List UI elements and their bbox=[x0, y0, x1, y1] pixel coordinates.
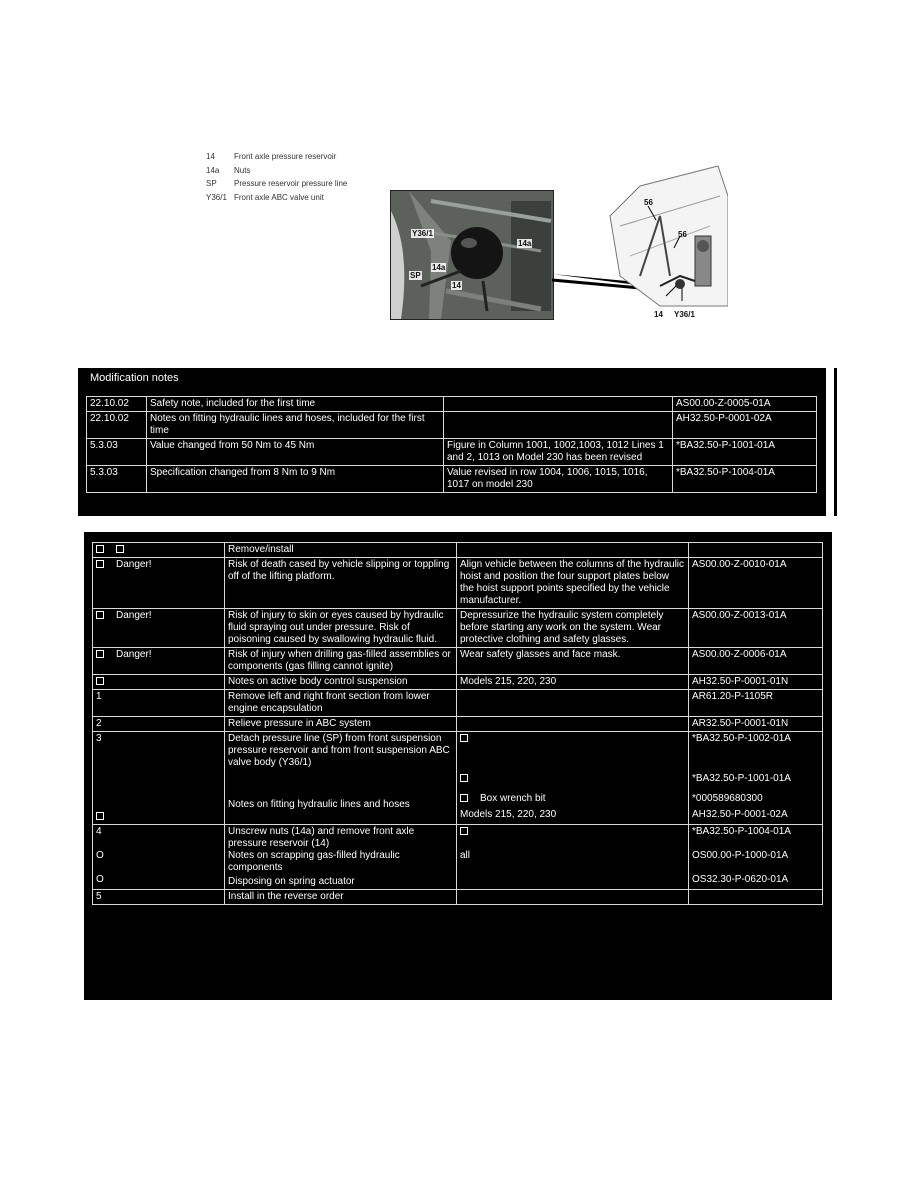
callout-sp: SP bbox=[410, 271, 421, 280]
panel-edge bbox=[834, 368, 837, 516]
table-row bbox=[93, 543, 823, 558]
operation-symbol: O bbox=[96, 850, 104, 861]
mod-reference: AH32.50-P-0001-02A bbox=[673, 412, 817, 439]
mod-description: Value changed from 50 Nm to 45 Nm bbox=[147, 439, 444, 466]
safety-action: Depressurize the hydraulic system completely before starting any work on the system. Wear protective clothing and safety glasses. bbox=[457, 609, 689, 648]
mod-description: Specification changed from 8 Nm to 9 Nm bbox=[147, 466, 444, 493]
diagram-label-56: 56 bbox=[678, 230, 687, 239]
mod-detail: Figure in Column 1001, 1002,1003, 1012 Lines 1 and 2, 1013 on Model 230 has been revised bbox=[444, 439, 673, 466]
callout-14a: 14a bbox=[518, 239, 532, 248]
mod-detail: Value revised in row 1004, 1006, 1015, 1016, 1017 on model 230 bbox=[444, 466, 673, 493]
step-reference: AR32.50-P-0001-01N bbox=[689, 717, 823, 732]
table-row bbox=[93, 609, 823, 648]
operation-reference: OS00.00-P-1000-01A bbox=[692, 850, 789, 861]
modification-notes-table bbox=[86, 396, 817, 493]
step-reference: *BA32.50-P-1002-01A bbox=[692, 733, 791, 744]
torque-icon bbox=[460, 734, 468, 742]
note-icon bbox=[96, 812, 104, 820]
warning-icon bbox=[96, 611, 104, 619]
operation-text: Disposing on spring actuator bbox=[228, 876, 355, 887]
mod-date: 22.10.02 bbox=[87, 397, 147, 412]
diagram-label-y36-1: Y36/1 bbox=[674, 310, 695, 319]
note-text: Notes on fitting hydraulic lines and hoses bbox=[228, 799, 410, 810]
callout-14: 14 bbox=[452, 281, 461, 290]
torque-icon bbox=[460, 827, 468, 835]
legend-code: Y36/1 bbox=[206, 192, 227, 202]
table-row bbox=[87, 439, 817, 466]
torque-icon bbox=[460, 774, 468, 782]
callout-14a: 14a bbox=[432, 263, 446, 272]
risk-label: Risk of injury bbox=[228, 649, 286, 660]
step-number: 5 bbox=[93, 890, 225, 905]
safety-reference: AS00.00-Z-0006-01A bbox=[689, 648, 823, 675]
warning-icon bbox=[96, 560, 104, 568]
table-row bbox=[93, 890, 823, 905]
table-row bbox=[93, 690, 823, 717]
danger-label: Danger! bbox=[116, 610, 152, 621]
header-icons bbox=[93, 543, 225, 558]
risk-cause: caused by swallowing hydraulic fluid. bbox=[273, 634, 438, 645]
table-row bbox=[93, 558, 823, 609]
step-number-text: 3 bbox=[96, 733, 102, 744]
legend-row bbox=[206, 177, 347, 191]
legend-code: 14a bbox=[206, 165, 220, 175]
note-reference: AH32.50-P-0001-01N bbox=[689, 675, 823, 690]
step-text: Install in the reverse order bbox=[225, 890, 457, 905]
table-row bbox=[93, 648, 823, 675]
mod-date: 5.3.03 bbox=[87, 439, 147, 466]
step-reference: AR61.20-P-1105R bbox=[689, 690, 823, 717]
safety-action: Align vehicle between the columns of the hydraulic hoist and position the four support plates below the hoist support points specified by the vehicle manufacturer. bbox=[457, 558, 689, 609]
safety-reference: AS00.00-Z-0013-01A bbox=[689, 609, 823, 648]
header-title: Remove/install bbox=[225, 543, 457, 558]
safety-reference: AS00.00-Z-0010-01A bbox=[689, 558, 823, 609]
note-models: Models 215, 220, 230 bbox=[457, 675, 689, 690]
mod-description: Safety note, included for the first time bbox=[147, 397, 444, 412]
procedure-table bbox=[92, 542, 823, 905]
step-text: Unscrew nuts (14a) and remove front axle pressure reservoir (14) bbox=[228, 826, 415, 849]
step-number: 2 bbox=[93, 717, 225, 732]
operation-text: Notes on scrapping gas-filled hydraulic components bbox=[228, 850, 400, 873]
table-row bbox=[87, 397, 817, 412]
step-number: 1 bbox=[93, 690, 225, 717]
mod-detail bbox=[444, 397, 673, 412]
step-number bbox=[93, 732, 225, 825]
table-row bbox=[93, 732, 823, 825]
note-models: Models 215, 220, 230 bbox=[460, 809, 557, 820]
warning-icon bbox=[96, 650, 104, 658]
legend-text: Front axle ABC valve unit bbox=[234, 192, 324, 202]
vehicle-front-illustration bbox=[600, 156, 728, 317]
operation-symbol: O bbox=[96, 874, 104, 885]
legend-row bbox=[206, 164, 347, 178]
tool-reference: *000589680300 bbox=[692, 793, 763, 804]
legend-code: 14 bbox=[206, 152, 215, 161]
legend-row bbox=[206, 191, 347, 205]
component-figure bbox=[390, 156, 728, 317]
step-reference: *BA32.50-P-1004-01A bbox=[692, 826, 791, 837]
tool-icon bbox=[460, 794, 468, 802]
safety-action: Wear safety glasses and face mask. bbox=[457, 648, 689, 675]
table-row bbox=[93, 675, 823, 690]
mod-detail bbox=[444, 412, 673, 439]
legend-text: Nuts bbox=[234, 165, 251, 175]
step-text: Detach pressure line (SP) from front suspension pressure reservoir and from front suspension ABC valve body (Y36/1) bbox=[228, 733, 450, 768]
mod-reference: *BA32.50-P-1001-01A bbox=[673, 439, 817, 466]
note-reference: AH32.50-P-0001-02A bbox=[692, 809, 788, 820]
table-row bbox=[93, 825, 823, 890]
table-row bbox=[87, 412, 817, 439]
note-text: Notes on active body control suspension bbox=[225, 675, 457, 690]
operation-reference: OS32.30-P-0620-01A bbox=[692, 874, 789, 885]
vehicle-front-diagram bbox=[600, 156, 728, 317]
mod-reference: AS00.00-Z-0005-01A bbox=[673, 397, 817, 412]
legend-code: SP bbox=[206, 179, 217, 188]
callout-y36-1: Y36/1 bbox=[412, 229, 433, 238]
risk-label: Risk of poisoning bbox=[228, 622, 410, 645]
risk-cause: cased by vehicle slipping or toppling off of the lifting platform. bbox=[228, 559, 450, 582]
risk-label: Risk of death bbox=[228, 559, 287, 570]
legend-text: Pressure reservoir pressure line bbox=[234, 179, 348, 188]
mod-reference: *BA32.50-P-1004-01A bbox=[673, 466, 817, 493]
mod-date: 22.10.02 bbox=[87, 412, 147, 439]
risk-label: Risk of injury bbox=[228, 610, 286, 621]
tool-icon bbox=[116, 545, 124, 553]
figure-legend bbox=[206, 150, 347, 204]
note-icon bbox=[96, 545, 104, 553]
legend-row bbox=[206, 150, 347, 164]
table-row bbox=[93, 717, 823, 732]
modification-notes-title: Modification notes bbox=[90, 372, 179, 384]
note-icon bbox=[96, 677, 104, 685]
danger-label: Danger! bbox=[116, 559, 152, 570]
mod-date: 5.3.03 bbox=[87, 466, 147, 493]
legend-text: Front axle pressure reservoir bbox=[234, 152, 337, 161]
procedure-panel bbox=[84, 532, 832, 1000]
danger-label: Danger! bbox=[116, 649, 152, 660]
step-number: 4 bbox=[96, 826, 102, 837]
diagram-label-14: 14 bbox=[654, 310, 663, 319]
mod-description: Notes on fitting hydraulic lines and hoses, included for the first time bbox=[147, 412, 444, 439]
risk-cause: to skin or eyes caused by hydraulic fluid spraying out under pressure. bbox=[228, 610, 444, 633]
diagram-label-56: 56 bbox=[644, 198, 653, 207]
step-text: Relieve pressure in ABC system bbox=[225, 717, 457, 732]
table-row bbox=[87, 466, 817, 493]
risk-cause: when drilling gas-filled assemblies or components (gas filling cannot ignite) bbox=[228, 649, 451, 672]
step-reference: *BA32.50-P-1001-01A bbox=[692, 773, 791, 784]
step-text: Remove left and right front section from lower engine encapsulation bbox=[225, 690, 457, 717]
tool-name: Box wrench bit bbox=[480, 793, 546, 804]
modification-notes-panel bbox=[78, 368, 826, 516]
operation-extra: all bbox=[460, 850, 471, 861]
